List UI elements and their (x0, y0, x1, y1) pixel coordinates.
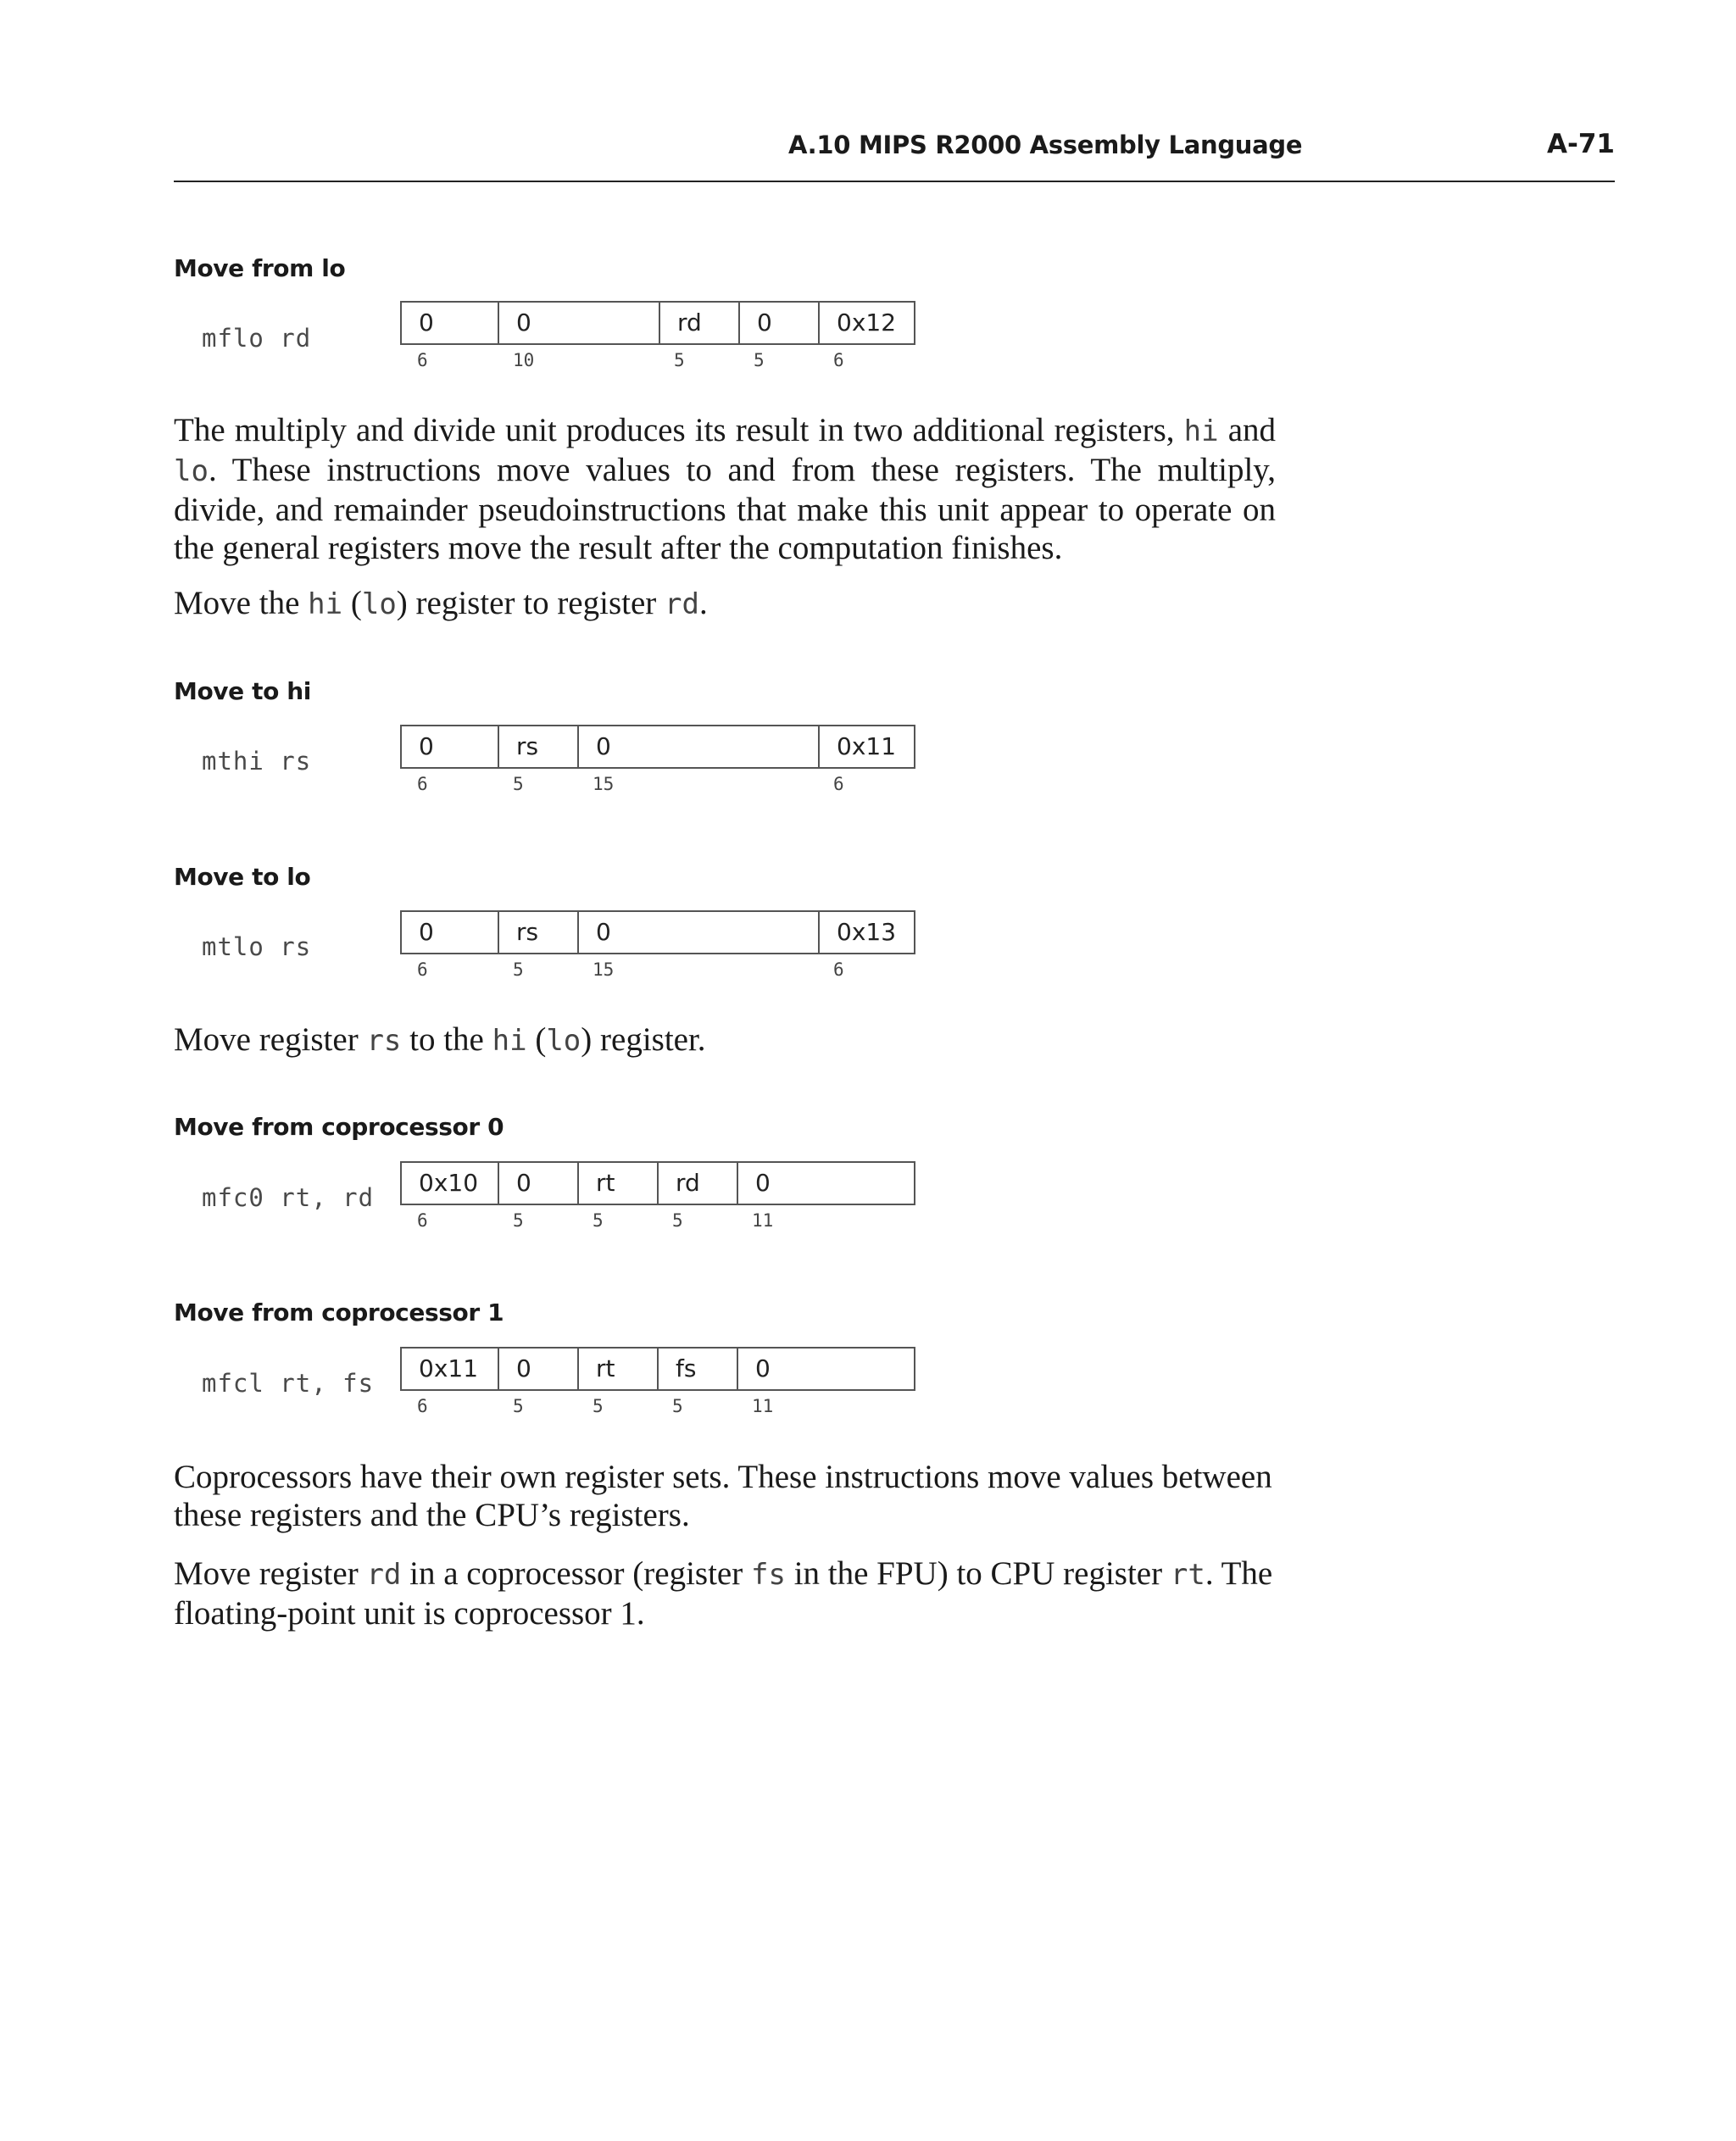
inline-code: fs (750, 1558, 786, 1592)
encoding-field: 0 (498, 1349, 577, 1389)
bit-width: 6 (417, 1396, 428, 1416)
encoding-field: 0x13 (818, 912, 914, 953)
bit-width: 5 (674, 350, 685, 370)
encoding-field: 0 (419, 918, 434, 946)
instruction-heading: Move to hi (174, 677, 311, 705)
encoding-fields (400, 725, 915, 769)
instruction-heading: Move to lo (174, 863, 311, 891)
body-paragraph (174, 411, 1276, 567)
encoding-field: 0x12 (818, 303, 914, 343)
encoding-field: 0 (737, 1163, 914, 1204)
bit-width: 6 (417, 1210, 428, 1231)
bit-width: 11 (752, 1396, 774, 1416)
instruction-heading: Move from lo (174, 254, 346, 282)
encoding-field: 0x10 (419, 1169, 479, 1197)
text-run: . The floating-point unit is coprocessor 1. (174, 1555, 1273, 1632)
bit-width: 6 (833, 959, 844, 980)
inline-code: lo (361, 587, 397, 621)
bit-width: 5 (672, 1396, 683, 1416)
encoding-bit-widths (400, 1210, 912, 1231)
encoding-bit-widths (400, 774, 912, 794)
bit-width: 15 (593, 959, 615, 980)
bit-width: 5 (513, 1210, 524, 1231)
body-paragraph (174, 1020, 1276, 1060)
text-run: The multiply and divide unit produces its result in two additional registers, (174, 412, 1184, 448)
encoding-field: rd (657, 1163, 737, 1204)
instruction-heading: Move from coprocessor 0 (174, 1113, 504, 1141)
bit-width: 6 (833, 774, 844, 794)
inline-code: rt (1170, 1558, 1205, 1592)
encoding-fields (400, 301, 915, 345)
encoding-fields (400, 910, 915, 954)
inline-code: rs (366, 1024, 402, 1058)
instruction-syntax: mfcl rt, fs (202, 1369, 375, 1398)
encoding-field: 0 (738, 303, 818, 343)
inline-code: rd (366, 1558, 402, 1592)
text-run: ( (342, 585, 362, 621)
inline-code: hi (492, 1024, 527, 1058)
text-run: ) register. (581, 1021, 706, 1058)
inline-code: hi (308, 587, 343, 621)
instruction-syntax: mtlo rs (202, 932, 312, 961)
bit-width: 15 (593, 774, 615, 794)
text-run: Move register (174, 1555, 367, 1592)
encoding-field: 0 (419, 732, 434, 760)
text-run: Move the (174, 585, 309, 621)
inline-code: hi (1183, 414, 1219, 448)
text-run: Move register (174, 1021, 367, 1058)
body-paragraph (174, 1554, 1276, 1632)
encoding-bit-widths (400, 350, 912, 370)
bit-width: 5 (672, 1210, 683, 1231)
encoding-field: 0 (498, 1163, 577, 1204)
text-run: in the FPU) to CPU register (785, 1555, 1171, 1592)
bit-width: 5 (513, 1396, 524, 1416)
inline-code: lo (546, 1024, 581, 1058)
body-paragraph (174, 1458, 1276, 1534)
encoding-field: rt (577, 1163, 657, 1204)
bit-width: 5 (513, 774, 524, 794)
text-run: ( (526, 1021, 547, 1058)
instruction-syntax: mthi rs (202, 747, 312, 776)
text-run: ) register to register (396, 585, 665, 621)
text-run: Coprocessors have their own register sets. These instructions move values between these registers and the CPU’s registers. (174, 1459, 1272, 1533)
encoding-field: 0 (419, 309, 434, 336)
bit-width: 11 (752, 1210, 774, 1231)
encoding-field: 0 (737, 1349, 914, 1389)
bit-width: 5 (513, 959, 524, 980)
bit-width: 5 (754, 350, 765, 370)
header-rule (174, 181, 1615, 182)
instruction-syntax: mflo rd (202, 324, 312, 353)
inline-code: rd (665, 587, 699, 621)
encoding-field: 0x11 (419, 1354, 479, 1382)
encoding-fields (400, 1347, 915, 1391)
encoding-field: 0 (498, 303, 659, 343)
encoding-field: 0 (577, 912, 818, 953)
text-run: . (698, 585, 708, 621)
bit-width: 6 (417, 959, 428, 980)
encoding-bit-widths (400, 1396, 912, 1416)
instruction-syntax: mfc0 rt, rd (202, 1183, 375, 1212)
bit-width: 5 (593, 1396, 604, 1416)
running-header-title: A.10 MIPS R2000 Assembly Language (788, 131, 1303, 159)
body-paragraph (174, 584, 1276, 624)
bit-width: 10 (513, 350, 535, 370)
encoding-field: 0 (577, 726, 818, 767)
text-run: in a coprocessor (register (401, 1555, 751, 1592)
encoding-field: rs (498, 912, 577, 953)
encoding-field: rd (659, 303, 738, 343)
encoding-field: rs (498, 726, 577, 767)
text-run: to the (401, 1021, 492, 1058)
instruction-heading: Move from coprocessor 1 (174, 1299, 504, 1326)
bit-width: 6 (417, 774, 428, 794)
bit-width: 6 (417, 350, 428, 370)
text-run: and (1218, 412, 1277, 448)
encoding-bit-widths (400, 959, 912, 980)
encoding-field: fs (657, 1349, 737, 1389)
inline-code: lo (174, 454, 209, 488)
encoding-field: rt (577, 1349, 657, 1389)
encoding-fields (400, 1161, 915, 1205)
page-number: A-71 (1547, 129, 1615, 159)
bit-width: 5 (593, 1210, 604, 1231)
bit-width: 6 (833, 350, 844, 370)
text-run: . These instructions move values to and from these registers. The multiply, divide, and remainder pseudoinstructions that make this unit appear to operate on the general registers move the result after the computation finishes. (174, 452, 1276, 566)
encoding-field: 0x11 (818, 726, 914, 767)
